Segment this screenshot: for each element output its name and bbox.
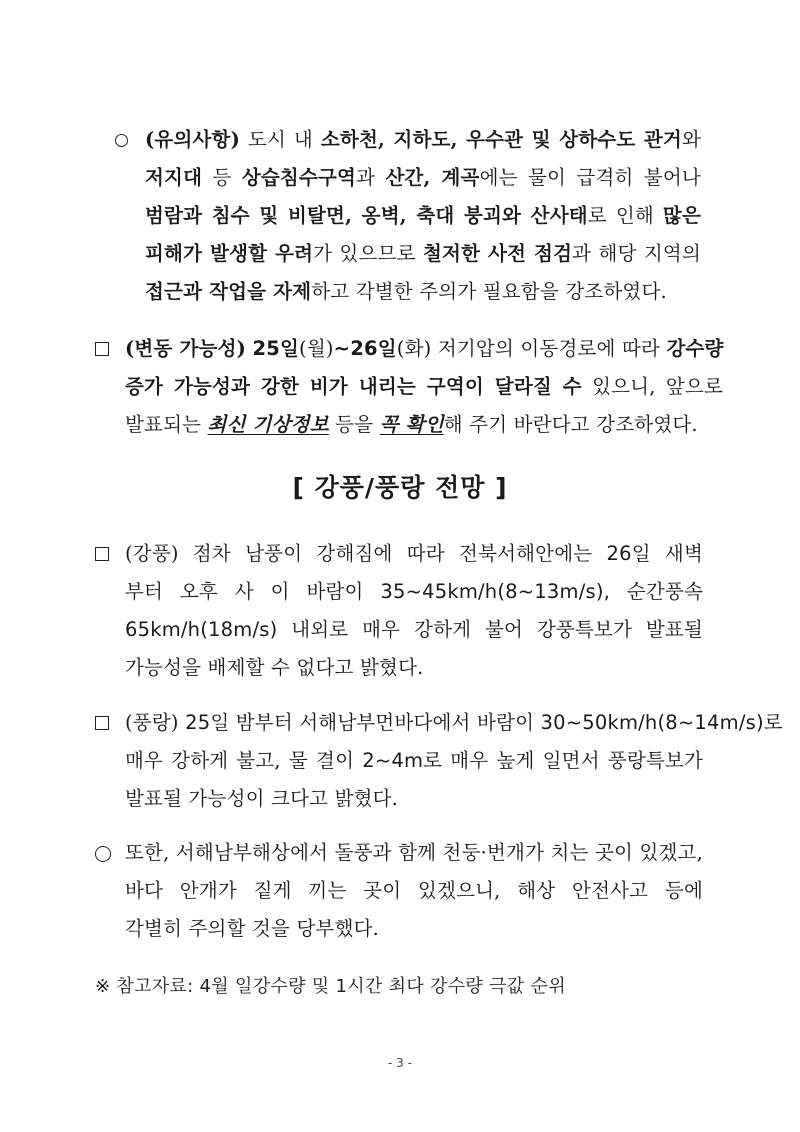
text-run: 피해가 발생할 우려 [145, 242, 314, 265]
text-run: 철저한 사전 점검 [423, 242, 573, 265]
text-run: ~26일 [333, 337, 397, 360]
text-line [145, 197, 701, 235]
text-line [125, 780, 703, 818]
circle-bullet-icon [115, 131, 128, 150]
text-run: 와 [681, 128, 702, 151]
text-run: 일 새벽 [631, 542, 704, 565]
text-line [125, 368, 723, 406]
text-run: 접근과 작업을 자제 [145, 280, 312, 303]
strong-wind-paragraph [125, 535, 703, 687]
text-line [145, 121, 701, 159]
text-run: 저지대 [145, 166, 203, 189]
text-run: (화) [396, 337, 432, 360]
text-run: 로 매우 높게 일면서 풍랑특보가 [423, 749, 704, 772]
text-line [145, 235, 701, 273]
text-run: 발표되는 [125, 413, 208, 436]
text-run: 30~50km/h(8~14m/s) [540, 711, 764, 734]
text-line [125, 834, 703, 872]
advisory-paragraph [125, 834, 703, 948]
page-number: - 3 - [388, 1056, 412, 1070]
text-run: 등을 [328, 413, 380, 436]
square-bullet-icon [95, 545, 109, 564]
high-seas-paragraph [125, 704, 783, 818]
text-run: 도시 내 [240, 128, 321, 151]
text-run: 가 있으므로 [313, 242, 423, 265]
text-run: 65km/h(18m/s) [125, 618, 278, 641]
text-run: 증가 가능성과 강한 비가 내리는 구역이 달라질 수 [125, 375, 582, 398]
text-run: 해 주기 바란다고 강조하였다. [443, 413, 698, 436]
text-run: 과 해당 지역의 [572, 242, 701, 265]
square-bullet-icon [95, 714, 109, 733]
text-run: 있으니, 앞으로 [581, 375, 723, 398]
text-run: 하고 각별한 주의가 필요함을 강조하였다. [311, 280, 667, 303]
text-run: 최신 기상정보 [207, 413, 329, 436]
text-run: 순간풍속 [610, 580, 703, 603]
text-run: 바다 안개가 짙게 끼는 곳이 있겠으니, 해상 안전사고 등에 [125, 879, 703, 902]
text-run: 매우 강하게 불고, 물 결이 [125, 749, 363, 772]
precautions-paragraph [145, 121, 701, 311]
text-run: 25 [185, 711, 211, 734]
text-run: 산간, 계곡 [385, 166, 480, 189]
text-run: 35~45km/h(8~13m/s), [380, 580, 611, 603]
text-run: 일 밤부터 서해남부먼바다에서 바람이 [210, 711, 541, 734]
text-line [125, 573, 703, 611]
text-run: 발표될 가능성이 크다고 밝혔다. [125, 787, 399, 810]
text-line [125, 872, 703, 910]
variability-paragraph [125, 330, 723, 444]
text-run: 로 [763, 711, 783, 734]
text-line [125, 535, 703, 573]
text-run: 로 인해 [587, 204, 663, 227]
text-run: 저기압의 이동경로에 따라 [431, 337, 667, 360]
text-run: 2~4m [362, 749, 424, 772]
circle-bullet-icon [95, 846, 111, 865]
text-line [125, 330, 723, 368]
text-run: 범람과 침수 및 비탈면, 옹벽, 축대 붕괴와 산사태 [145, 204, 588, 227]
text-line [125, 649, 703, 687]
text-run: 가능성을 배제할 수 없다고 밝혔다. [125, 656, 424, 679]
text-run: (풍랑) [125, 711, 186, 734]
text-line [145, 159, 701, 197]
text-run: 강수량 [666, 337, 724, 360]
square-bullet-icon [95, 340, 109, 359]
text-run: 각별히 주의할 것을 당부했다. [125, 917, 380, 940]
text-run: (월) [299, 337, 334, 360]
text-run: 부터 오후 사 이 바람이 [125, 580, 381, 603]
text-line [125, 611, 703, 649]
text-run: 26 [606, 542, 632, 565]
text-line [125, 704, 783, 742]
text-line [145, 273, 701, 311]
reference-note: ※ 참고자료: 4월 일강수량 및 1시간 최다 강수량 극값 순위 [95, 976, 566, 997]
text-run: 상습침수구역 [241, 166, 357, 189]
text-run: 25일 [252, 337, 300, 360]
text-run: (변동 가능성) [125, 337, 247, 360]
text-line [125, 406, 723, 444]
text-run: 많은 [662, 204, 701, 227]
text-line [125, 742, 703, 780]
text-run: 에는 물이 급격히 불어나 [479, 166, 701, 189]
text-line [125, 910, 703, 948]
text-run: 꼭 확인 [379, 413, 444, 436]
text-run: 내외로 매우 강하게 불어 강풍특보가 발표될 [277, 618, 703, 641]
text-run: 과 [356, 166, 386, 189]
text-run: 등 [202, 166, 242, 189]
text-run: 소하천, 지하도, 우수관 및 상하수도 관거 [320, 128, 682, 151]
section-heading: [ 강풍/풍랑 전망 ] [292, 473, 508, 502]
text-run: (강풍) 점차 남풍이 강해짐에 따라 전북서해안에는 [125, 542, 607, 565]
text-run: 또한, 서해남부해상에서 돌풍과 함께 천둥·번개가 치는 곳이 있겠고, [125, 841, 703, 864]
text-run: (유의사항) [145, 128, 241, 151]
